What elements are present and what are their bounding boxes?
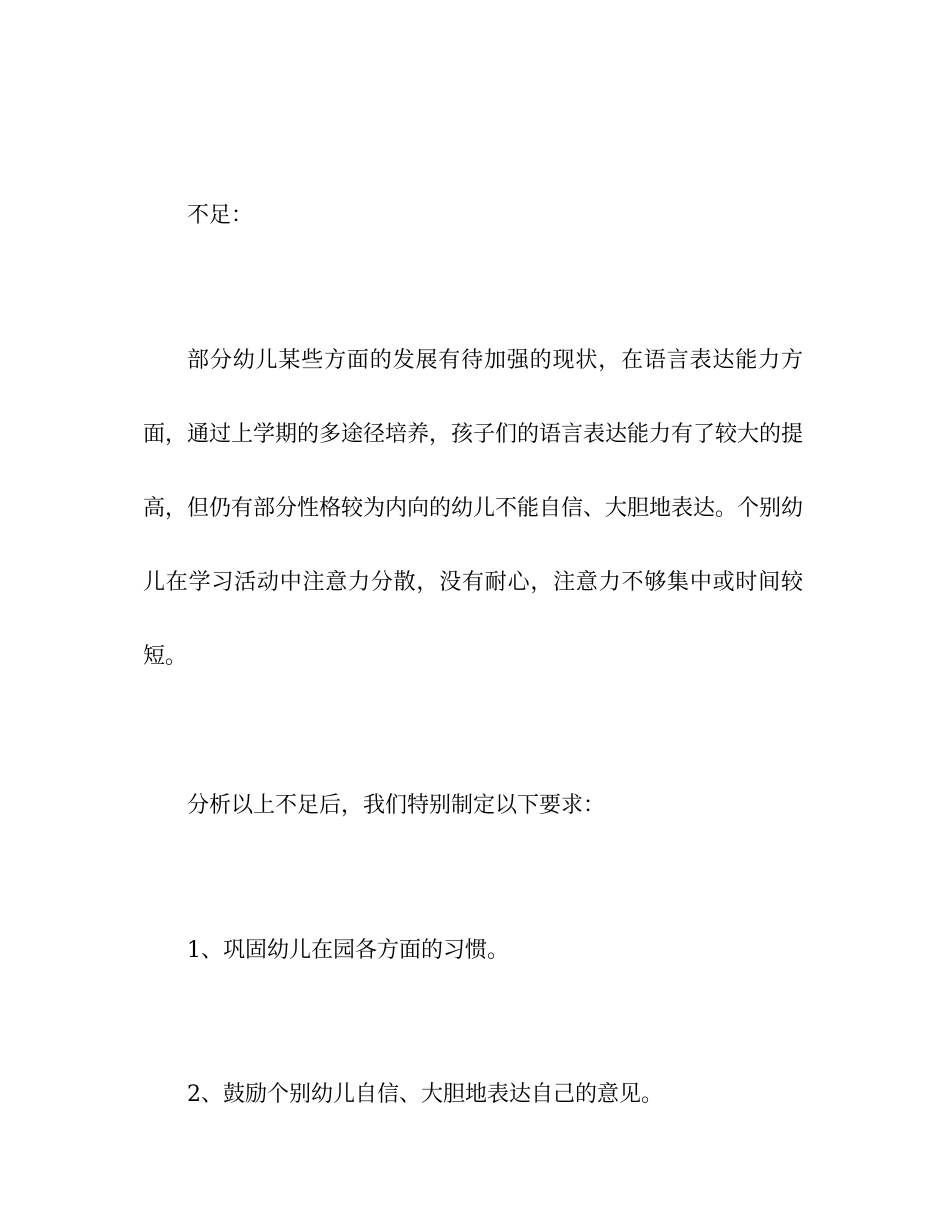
paragraph-analysis: 分析以上不足后，我们特别制定以下要求： — [187, 793, 606, 818]
paragraph-requirement-2: 2、鼓励个别幼儿自信、大胆地表达自己的意见。 — [187, 1082, 663, 1107]
paragraph-shortcomings-heading: 不足： — [187, 203, 254, 228]
paragraph-requirement-1: 1、巩固幼儿在园各方面的习惯。 — [187, 938, 509, 963]
paragraph-shortcomings-body: 部分幼儿某些方面的发展有待加强的现状，在语言表达能力方面，通过上学期的多途径培养，孩子们的语言表达能力有了较大的提高，但仍有部分性格较为内向的幼儿不能自信、大胆地表达。个别幼儿在学习活动中注意力分散，没有耐心，注意力不够集中或时间较短。 — [143, 348, 804, 669]
